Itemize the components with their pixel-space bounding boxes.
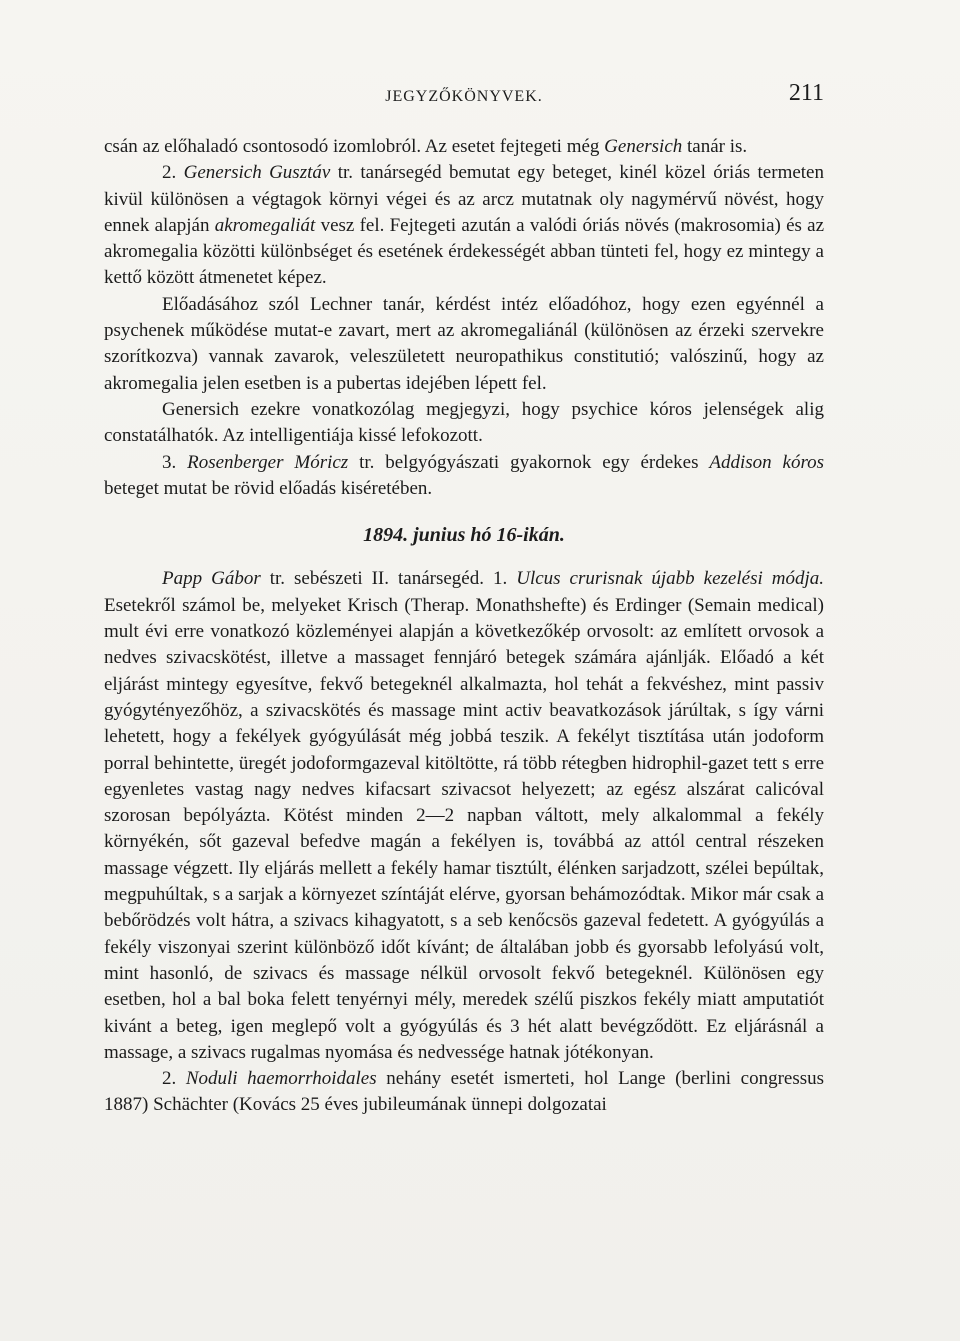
paragraph-5-text-a: tr. belgyógyászati gyakornok egy érdekes: [359, 451, 699, 473]
paragraph-5-name: Rosenberger Móricz: [187, 451, 349, 473]
body-text: [104, 134, 824, 1119]
paragraph-5-text-b: beteget mutat be rövid előadás kiséretében.: [104, 477, 433, 499]
paragraph-5-number: 3.: [162, 451, 177, 473]
paragraph-2-text-a: tr. tanársegéd bemutat egy beteget, kinél közel óriás termeten kivül különösen a végtagok környi végei és az arcz mutatnak oly nagymérvű növést, hogy ennek alapján: [104, 162, 824, 236]
paragraph-7-number: 2.: [162, 1068, 177, 1090]
paragraph-5-term: Addison kóros: [709, 451, 825, 473]
paragraph-1-name: Genersich: [604, 136, 683, 157]
paragraph-6: [104, 566, 824, 1066]
paragraph-6-name: Papp Gábor: [162, 568, 261, 590]
date-heading: 1894. junius hó 16-ikán.: [363, 524, 565, 547]
paragraph-6-term: Ulcus crurisnak újabb kezelési módja.: [516, 568, 824, 590]
paragraph-6-text-b: Esetekről számol be, melyeket Krisch (Therap. Monathshefte) és Erdinger (Semain medical) mult évi erre vonatkozó közleményei alapján a következőkép orvosolt: az említett orvosok a nedves szivacskötést, illetve a massaget fennjáró betegek számára ajánlják. Előadó a két eljárást mintegy egyesítve, fekvő betegeknél alkalmazta, hol tehát a fekvéshez, mint passiv gyógytényezőhöz, a szivacskötés és massage mint activ beavatkozások járúltak, s így várni lehetett, hogy a fekélyek gyógyúlását még jobbá teszik. A fekélyt tisztítása után jodoform porral behintette, üregét jodoformgazeval kitöltötte, rá több rétegben hidrophil-gazet tett s erre egyenletes vastag nagy nedves kifacsart szivacsot helyezett; az egész alszárat calicóval szorosan bepólyázta. Kötést minden 2—2 napban váltott, mely alkalommal a fekély környékén, sőt gazeval befedve magán a fekélyen is, továbbá az attól central részeken massage végzett. Ily eljárás mellett a fekély hamar tisztúlt, élénken sarjadzott, szélei bepúltak, megpuhúltak, s a sarjak a környezet színtáját elérve, gyorsan behámozódtak. Mikor már csak a bebőrödzés volt hátra, a szivacs kihagyatott, s a seb kenőcsös gazeval fedetett. A gyógyúlás a fekély viszonyai szerint különböző időt kívánt; de általában jobb és gyorsabb lefolyású volt, mint hasonló, de szivacs és massage nélkül orvosolt fekvő betegeknél. Különösen egy esetben, hol a bal boka felett tenyérnyi mély, meredek szélű piszkos fekély miatt amputatiót kivánt a beteg, igen meglepő volt a gyógyúlás és 3 hét alatt bevégződött. Ez eljárásnál a massage, a szivacs rugalmas nyomása és nedvessége hatnak jótékonyan.: [104, 594, 824, 1063]
paragraph-1: [104, 134, 824, 160]
paragraph-4: Genersich ezekre vonatkozólag megjegyzi, hogy psychice kóros jelenségek alig constatálhatók. Az intelligentiája kissé lefokozott.: [104, 398, 824, 447]
paragraph-2-text-b: vesz fel. Fejtegeti azután a valódi óriás növés (makrosomia) és az akromegalia közötti különbséget és esetének érdekességét abban tünteti fel, hogy ez mintegy a kettő között átmenetet képez.: [104, 214, 825, 289]
page-number: 211: [788, 80, 824, 106]
running-head: [104, 80, 824, 112]
paragraph-2-number: 2.: [162, 162, 177, 184]
running-header-title: JEGYZŐKÖNYVEK.: [385, 88, 543, 105]
paragraph-2-term: akromegaliát: [214, 214, 316, 236]
paragraph-2-name: Genersich Gusztáv: [183, 162, 331, 184]
paragraph-1-text: csán az előhaladó csontosodó izomlobról. Az esetet fejtegeti még: [104, 136, 600, 157]
paragraph-7-term: Noduli haemorrhoidales: [185, 1068, 377, 1090]
paragraph-5: [104, 450, 824, 503]
paragraph-6-text-a: tr. sebészeti II. tanársegéd. 1.: [269, 568, 508, 590]
paragraph-2: [104, 160, 824, 291]
paragraph-7: [104, 1066, 824, 1119]
paragraph-7-text: nehány esetét ismerteti, hol Lange (berlini congressus 1887) Schächter (Kovács 25 éves jubileumának ünnepi dolgozatai: [104, 1068, 825, 1116]
paragraph-1-end: tanár is.: [687, 136, 748, 157]
paragraph-3: Előadásához szól Lechner tanár, kérdést intéz előadóhoz, hogy ezen egyénnél a psychenek működése mutat-e zavart, mert az akromegaliánál (különösen az érzeki szervekre szorítkozva) vannak zavarok, veleszületett neuropathikus constitutió; valószinű, hogy az akromegalia jelen esetben is a pubertas idejében lépett fel.: [104, 293, 824, 394]
